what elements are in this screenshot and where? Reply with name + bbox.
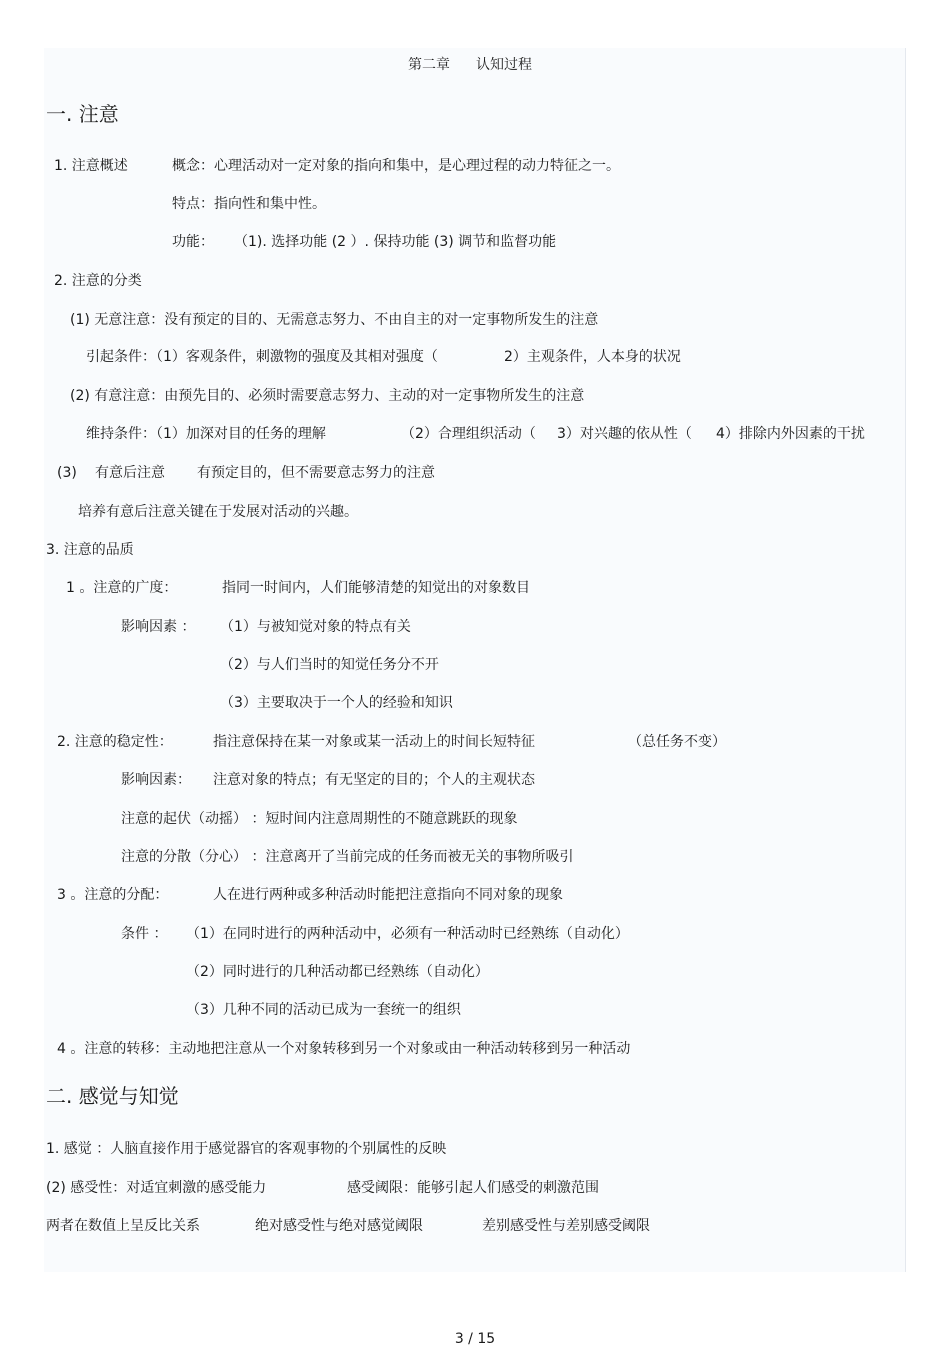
page-number: 3 / 15 <box>454 1331 496 1347</box>
item-quality: 3. 注意的品质 <box>46 542 134 558</box>
distribution-condition-1: （1）在同时进行的两种活动中，必须有一种活动时已经熟练（自动化） <box>186 926 629 942</box>
item-overview-label: 1. 注意概述 <box>54 158 128 174</box>
item-overview-function-text: （1). 选择功能 (2 ）. 保持功能 (3) 调节和监督功能 <box>234 234 557 250</box>
span-label: 1 。注意的广度： <box>66 580 178 596</box>
distribution-condition-2: （2）同时进行的几种活动都已经熟练（自动化） <box>186 964 489 980</box>
post-voluntary-label: 有意后注意 <box>95 465 165 481</box>
threshold: 感受阈限：能够引起人们感受的刺激范围 <box>347 1180 599 1196</box>
stability-text: 指注意保持在某一对象或某一活动上的时间长短特征 <box>213 734 535 750</box>
stability-factors-label: 影响因素： <box>121 772 191 788</box>
chapter-title: 认知过程 <box>476 57 532 73</box>
item-overview-function-label: 功能： <box>172 234 214 250</box>
post-voluntary-text: 有预定目的，但不需要意志努力的注意 <box>197 465 435 481</box>
trigger-conditions-2: 2）主观条件，人本身的状况 <box>504 349 681 365</box>
post-voluntary-note: 培养有意后注意关键在于发展对活动的兴趣。 <box>78 504 358 520</box>
inverse-relation: 两者在数值上呈反比关系 <box>46 1218 200 1234</box>
sensation-definition: 1. 感觉 ：人脑直接作用于感觉器官的客观事物的个别属性的反映 <box>46 1141 447 1157</box>
span-text: 指同一时间内，人们能够清楚的知觉出的对象数目 <box>222 580 530 596</box>
chapter-label: 第二章 <box>408 57 450 73</box>
span-factor-2: （2）与人们当时的知觉任务分不开 <box>220 657 439 673</box>
sensitivity: (2) 感受性：对适宜刺激的感受能力 <box>46 1180 267 1196</box>
maintain-conditions-4: 4）排除内外因素的干扰 <box>716 426 865 442</box>
differential-sensitivity: 差别感受性与差别感受阈限 <box>482 1218 650 1234</box>
item-classification: 2. 注意的分类 <box>54 273 142 289</box>
stability-label: 2. 注意的稳定性： <box>57 734 173 750</box>
absolute-sensitivity: 绝对感受性与绝对感觉阈限 <box>255 1218 423 1234</box>
post-voluntary-number: (3) <box>57 465 77 481</box>
maintain-conditions-3: 3）对兴趣的依从性（ <box>557 426 692 442</box>
item-overview-concept: 概念：心理活动对一定对象的指向和集中，是心理过程的动力特征之一。 <box>172 158 620 174</box>
distribution-conditions-label: 条件 ： <box>121 926 168 942</box>
voluntary-attention: (2) 有意注意：由预先目的、必须时需要意志努力、主动的对一定事物所发生的注意 <box>70 388 585 404</box>
maintain-conditions-1: 维持条件：（1）加深对目的任务的理解 <box>86 426 326 442</box>
stability-factors-text: 注意对象的特点；有无坚定的目的；个人的主观状态 <box>213 772 535 788</box>
section-heading-attention: 一. 注意 <box>46 102 119 126</box>
transfer: 4 。注意的转移：主动地把注意从一个对象转移到另一个对象或由一种活动转移到另一种活动 <box>57 1041 631 1057</box>
section-heading-perception: 二. 感觉与知觉 <box>46 1084 179 1108</box>
distribution-text: 人在进行两种或多种活动时能把注意指向不同对象的现象 <box>213 887 563 903</box>
distribution-label: 3 。注意的分配： <box>57 887 169 903</box>
distribution-condition-3: （3）几种不同的活动已成为一套统一的组织 <box>186 1002 461 1018</box>
trigger-conditions: 引起条件：（1）客观条件，刺激物的强度及其相对强度（ <box>86 349 438 365</box>
distraction: 注意的分散（分心） ：注意离开了当前完成的任务而被无关的事物所吸引 <box>121 849 574 865</box>
stability-note: （总任务不变） <box>628 734 726 750</box>
span-factors-label: 影响因素 ： <box>121 619 196 635</box>
span-factor-3: （3）主要取决于一个人的经验和知识 <box>220 695 453 711</box>
involuntary-attention: (1) 无意注意：没有预定的目的、无需意志努力、不由自主的对一定事物所发生的注意 <box>70 312 599 328</box>
maintain-conditions-2: （2）合理组织活动（ <box>401 426 536 442</box>
span-factor-1: （1）与被知觉对象的特点有关 <box>220 619 411 635</box>
fluctuation: 注意的起伏（动摇） ：短时间内注意周期性的不随意跳跃的现象 <box>121 811 518 827</box>
item-overview-features: 特点：指向性和集中性。 <box>172 196 326 212</box>
